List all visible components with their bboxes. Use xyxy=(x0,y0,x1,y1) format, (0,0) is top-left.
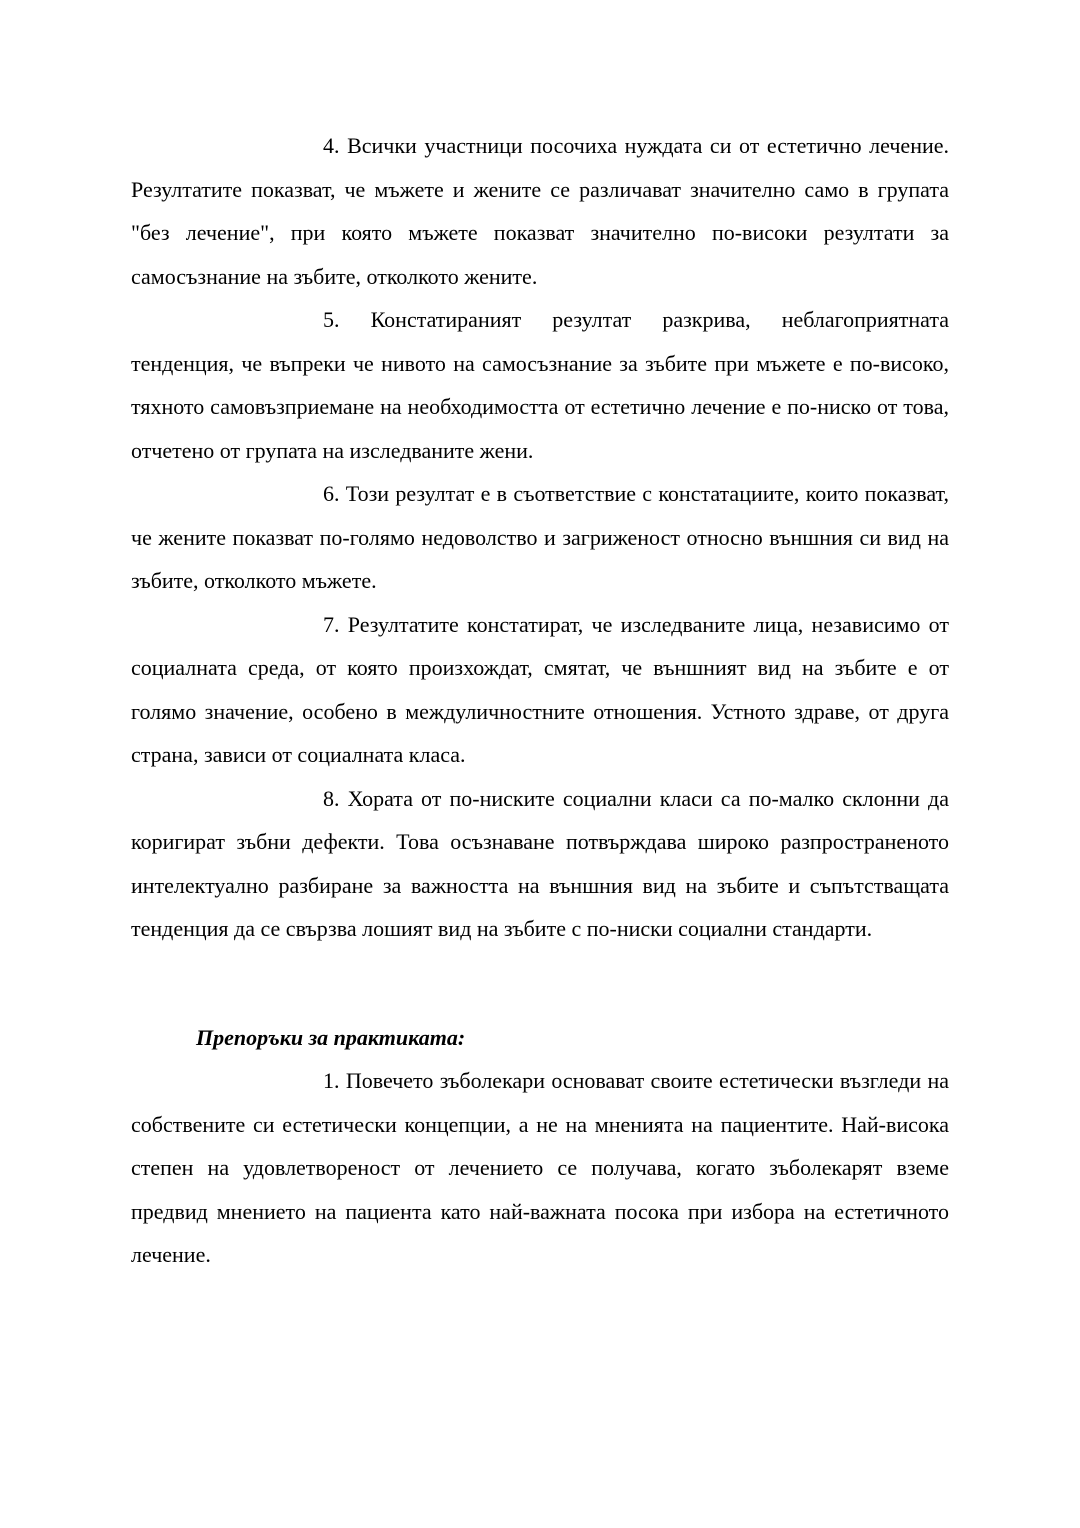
item-number: 5. xyxy=(323,307,340,332)
conclusion-item-6 xyxy=(131,472,949,603)
item-text: Резултатите констатират, че изследваните лица, независимо от социалната среда, от която произхождат, смятат, че външният вид на зъбите е от голямо значение, особено в междуличностните отношения. Устното здраве, от друга страна, зависи от социалната класа. xyxy=(131,611,949,767)
conclusion-item-5 xyxy=(131,298,949,472)
recommendations-heading: Препоръки за практиката: xyxy=(196,1024,466,1050)
item-number: 4. xyxy=(323,133,340,158)
conclusion-item-7 xyxy=(131,603,949,777)
item-number: 6. xyxy=(323,481,340,506)
conclusion-item-8 xyxy=(131,777,949,951)
document-page xyxy=(131,124,949,1277)
item-number: 8. xyxy=(323,785,340,811)
item-text: Повечето зъболекари основават своите естетически възгледи на собствените си естетически концепции, а не на мненията на пациентите. Най-висока степен на удовлетвореност от лечението се получава, когато зъболекарят вземе предвид мнението на пациента като най-важната посока при избора на естетичното лечение. xyxy=(131,1068,949,1267)
item-number: 7. xyxy=(323,611,340,637)
item-text: Този резултат е в съответствие с констатациите, които показват, че жените показват по-голямо недоволство и загриженост относно външния си вид на зъбите, отколкото мъжете. xyxy=(131,481,949,593)
item-number: 1. xyxy=(323,1068,340,1093)
item-text: Хората от по-ниските социални класи са по-малко склонни да коригират зъбни дефекти. Това осъзнаване потвърждава широко разпространеното интелектуално разбиране за важността на външния вид на зъбите и съпътстващата тенденция да се свързва лошият вид на зъбите с по-ниски социални стандарти. xyxy=(131,785,950,941)
item-text: Констатираният резултат разкрива, неблагоприятната тенденция, че въпреки че нивото на самосъзнание за зъбите при мъжете е по-високо, тяхното самовъзприемане на необходимостта от естетично лечение е по-ниско от това, отчетено от групата на изследваните жени. xyxy=(131,307,950,463)
item-text: Всички участници посочиха нуждата си от естетично лечение. Резултатите показват, че мъжете и жените се различават значително само в групата "без лечение", при която мъжете показват значително по-високи резултати за самосъзнание на зъбите, отколкото жените. xyxy=(131,133,950,289)
recommendation-item-1 xyxy=(131,1059,949,1277)
conclusion-item-4 xyxy=(131,124,949,298)
